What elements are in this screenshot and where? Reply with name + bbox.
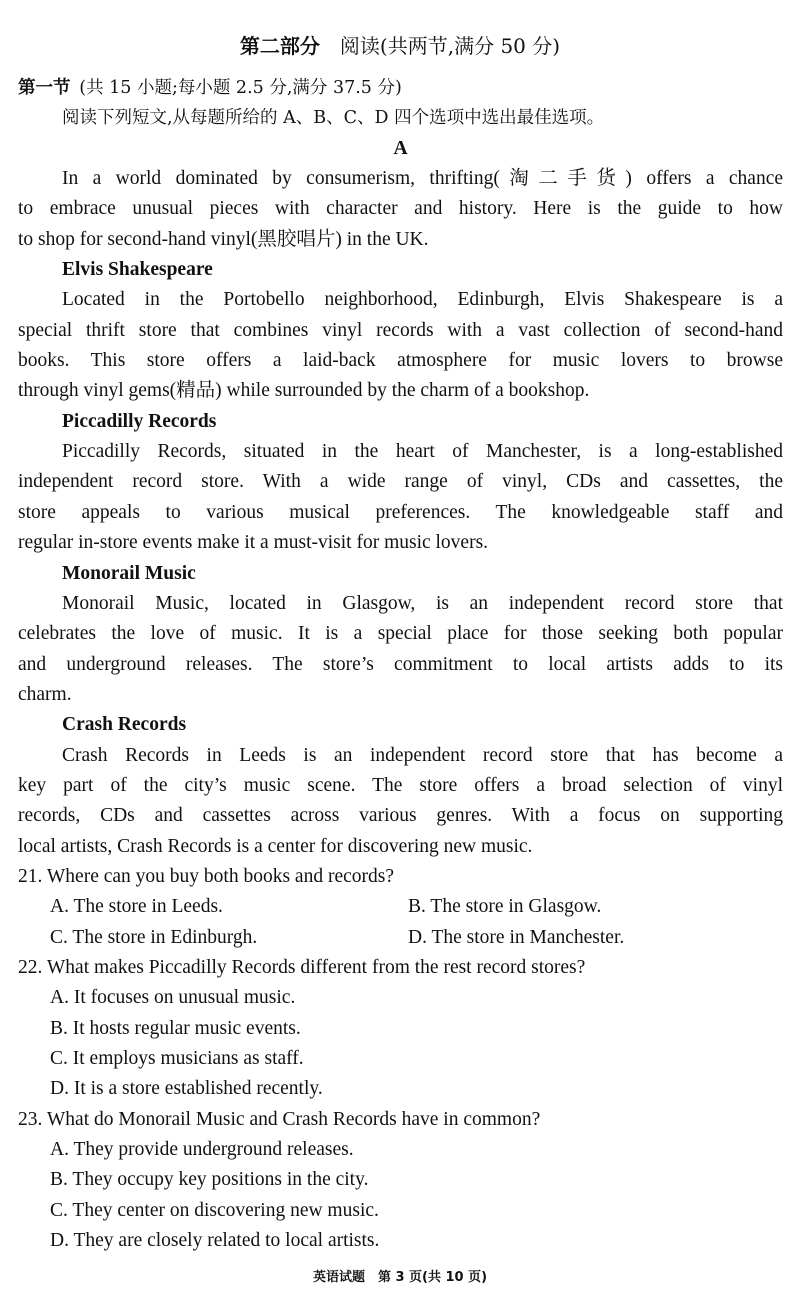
text-line: through vinyl gems(精品) while surrounded by the charm of a bookshop.	[18, 380, 590, 402]
question-stem: 22. What makes Piccadilly Records different from the rest record stores?	[18, 956, 586, 978]
store-name: Elvis Shakespeare	[62, 259, 213, 281]
part-subtitle: 阅读(共两节,满分 50 分)	[339, 34, 561, 58]
intro-paragraph	[18, 164, 783, 255]
text-line: Monorail Music, located in Glasgow, is an independent record store that	[62, 592, 783, 614]
text-line: books. This store offers a laid-back atmosphere for music lovers to browse	[18, 350, 783, 372]
text-line: celebrates the love of music. It is a special place for those seeking both popular	[18, 623, 783, 645]
question-stem: 21. Where can you buy both books and records?	[18, 865, 394, 887]
section-info: (共 15 小题;每小题 2.5 分,满分 37.5 分)	[79, 78, 402, 98]
store-section	[18, 255, 783, 407]
option[interactable]: B. They occupy key positions in the city.	[50, 1169, 369, 1191]
option[interactable]: D. They are closely related to local artists.	[50, 1230, 380, 1252]
store-name: Piccadilly Records	[62, 410, 217, 432]
option[interactable]: C. They center on discovering new music.	[50, 1199, 379, 1221]
option[interactable]: A. They provide underground releases.	[50, 1139, 354, 1161]
text-line: Crash Records in Leeds is an independent record store that has become a	[62, 744, 783, 766]
reading-section	[18, 73, 783, 1256]
store-name: Crash Records	[62, 714, 187, 736]
question-stem: 23. What do Monorail Music and Crash Records have in common?	[18, 1108, 541, 1130]
page-footer: 英语试题 第 3 页(共 10 页)	[312, 1270, 488, 1285]
text-line: In a world dominated by consumerism, thrifting(淘二手货) offers a chance	[62, 168, 783, 190]
option[interactable]: D. The store in Manchester.	[408, 926, 625, 948]
option[interactable]: A. The store in Leeds.	[50, 896, 223, 918]
text-line: Piccadilly Records, situated in the heart of Manchester, is a long-established	[62, 441, 783, 463]
question	[18, 862, 783, 953]
text-line: and underground releases. The store’s commitment to local artists adds to its	[18, 653, 783, 675]
text-line: store appeals to various musical preferences. The knowledgeable staff and	[18, 501, 783, 523]
text-line: records, CDs and cassettes across various genres. With a focus on supporting	[18, 805, 783, 827]
text-line: to shop for second-hand vinyl(黑胶唱片) in the UK.	[18, 228, 429, 250]
text-line: local artists, Crash Records is a center for discovering new music.	[18, 835, 533, 857]
section-label: 第一节	[18, 78, 71, 98]
passage-label: A	[393, 137, 408, 159]
text-line: independent record store. With a wide range of vinyl, CDs and cassettes, the	[18, 471, 783, 493]
instruction: 阅读下列短文,从每题所给的 A、B、C、D 四个选项中选出最佳选项。	[62, 108, 605, 129]
part-label: 第二部分	[239, 34, 320, 58]
option[interactable]: B. The store in Glasgow.	[408, 896, 602, 918]
text-line: Located in the Portobello neighborhood, Edinburgh, Elvis Shakespeare is a	[62, 289, 783, 311]
part-title	[0, 30, 800, 59]
option[interactable]: C. The store in Edinburgh.	[50, 926, 258, 948]
option-row	[18, 923, 783, 953]
option[interactable]: A. It focuses on unusual music.	[50, 987, 296, 1009]
text-line: to embrace unusual pieces with character and history. Here is the guide to how	[18, 198, 783, 220]
text-line: special thrift store that combines vinyl records with a vast collection of second-hand	[18, 319, 783, 341]
store-section	[18, 710, 783, 862]
option-row	[18, 892, 783, 922]
section-heading	[18, 73, 783, 103]
question	[18, 953, 783, 1105]
option[interactable]: B. It hosts regular music events.	[50, 1017, 301, 1039]
option[interactable]: C. It employs musicians as staff.	[50, 1048, 304, 1069]
store-name: Monorail Music	[62, 562, 196, 584]
text-line: key part of the city’s music scene. The store offers a broad selection of vinyl	[18, 774, 783, 796]
store-section	[18, 559, 783, 711]
text-line: regular in-store events make it a must-visit for music lovers.	[18, 532, 489, 554]
store-section	[18, 407, 783, 559]
option[interactable]: D. It is a store established recently.	[50, 1078, 323, 1100]
text-line: charm.	[18, 683, 72, 705]
question	[18, 1105, 783, 1257]
